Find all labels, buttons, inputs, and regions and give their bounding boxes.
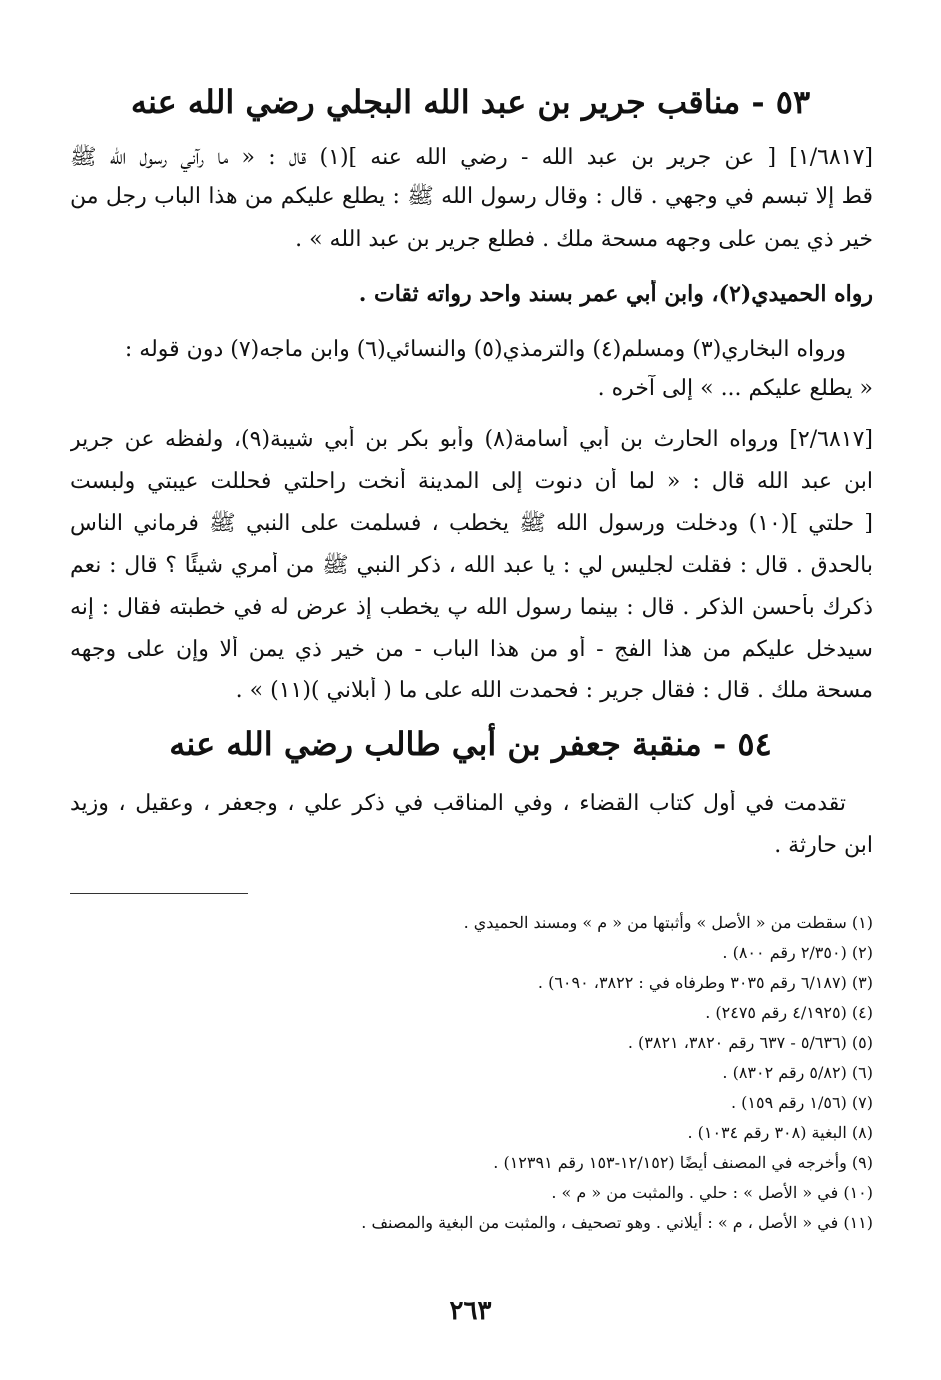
footnote-10: (١٠) في « الأصل » : حلي . والمثبت من « م » . bbox=[551, 1183, 873, 1202]
body-line-5: ورواه البخاري(٣) ومسلم(٤) والترمذي(٥) والنسائي(٦) وابن ماجه(٧) دون قوله : bbox=[124, 337, 846, 362]
body-line-13: مسحة ملك . قال : فقال جرير : فحمدت الله على ما ( أبلاني )(١١) » . bbox=[235, 678, 873, 703]
body-line-14: تقدمت في أول كتاب القضاء ، وفي المناقب في ذكر علي ، وجعفر ، وعقيل ، وزيد bbox=[70, 791, 846, 816]
footnote-5: (٥) (٥/٦٣٦ - ٦٣٧ رقم ٣٨٢٠، ٣٨٢١) . bbox=[627, 1033, 873, 1052]
footnote-3: (٣) (٦/١٨٧ رقم ٣٠٣٥ وطرفاه في : ٣٨٢٢، ٦٠٩٠) . bbox=[537, 973, 873, 992]
footnote-9: (٩) وأخرجه في المصنف أيضًا (١٢/١٥٢-١٥٣ رقم ١٢٣٩١) . bbox=[493, 1153, 873, 1172]
footnote-1: (١) سقطت من « الأصل » وأثبتها من « م » ومسند الحميدي . bbox=[463, 913, 873, 932]
footnote-separator bbox=[70, 893, 248, 894]
body-line-10: بالحدق . قال : فقلت لجليس لي : يا عبد الله ، ذكر النبي ﷺ من أمري شيئًا ؟ قال : نعم bbox=[70, 553, 873, 578]
body-line-6: « يطلع عليكم ... » إلى آخره . bbox=[597, 376, 873, 401]
body-line-3: خير ذي يمن على وجهه مسحة ملك . فطلع جرير بن عبد الله » . bbox=[295, 227, 873, 252]
body-line-2: قط إلا تبسم في وجهي . قال : وقال رسول الله ﷺ : يطلع عليكم من هذا الباب رجل من bbox=[70, 184, 873, 209]
body-line-11: ذكرك بأحسن الذكر . قال : بينما رسول الله پ يخطب إذ عرض له في خطبته فقال : إنه bbox=[70, 595, 873, 620]
footnote-6: (٦) (٥/٨٢ رقم ٨٣٠٢) . bbox=[722, 1063, 873, 1082]
section-heading-54: ٥٤ - منقبة جعفر بن أبي طالب رضي الله عنه bbox=[169, 725, 772, 763]
section-heading-53: ٥٣ - مناقب جرير بن عبد الله البجلي رضي الله عنه bbox=[130, 83, 811, 121]
body-line-7: [٢/٦٨١٧] ورواه الحارث بن أبي أسامة(٨) وأبو بكر بن أبي شيبة(٩)، ولفظه عن جرير bbox=[70, 427, 873, 452]
footnote-8: (٨) البغية (٣٠٨ رقم ١٠٣٤) . bbox=[687, 1123, 873, 1142]
body-line-15: ابن حارثة . bbox=[774, 833, 873, 858]
body-line-1: [١/٦٨١٧] [ عن جرير بن عبد الله - رضي الله عنه ](١) قال : « ما رآني رسول الله ﷺ bbox=[70, 145, 873, 170]
page-number: ٢٦٣ bbox=[449, 1296, 492, 1326]
footnote-11: (١١) في « الأصل ، م » : أيلاني . وهو تصحيف ، والمثبت من البغية والمصنف . bbox=[361, 1213, 873, 1232]
footnote-7: (٧) (١/٥٦ رقم ١٥٩) . bbox=[731, 1093, 873, 1112]
footnote-4: (٤) (٤/١٩٢٥ رقم ٢٤٧٥) . bbox=[705, 1003, 873, 1022]
body-line-9: [ حلتي ](١٠) ودخلت ورسول الله ﷺ يخطب ، فسلمت على النبي ﷺ فرماني الناس bbox=[70, 511, 873, 536]
body-line-12: سيدخل عليكم من هذا الفج - أو من هذا الباب - من خير ذي يمن ألا وإن على وجهه bbox=[70, 637, 873, 662]
body-line-8: ابن عبد الله قال : « لما أن دنوت إلى المدينة أنخت راحلتي فحللت عيبتي ولبست bbox=[70, 469, 873, 494]
body-line-4: رواه الحميدي(٢)، وابن أبي عمر بسند واحد رواته ثقات . bbox=[358, 281, 873, 307]
footnote-2: (٢) (٢/٣٥٠ رقم ٨٠٠) . bbox=[722, 943, 873, 962]
